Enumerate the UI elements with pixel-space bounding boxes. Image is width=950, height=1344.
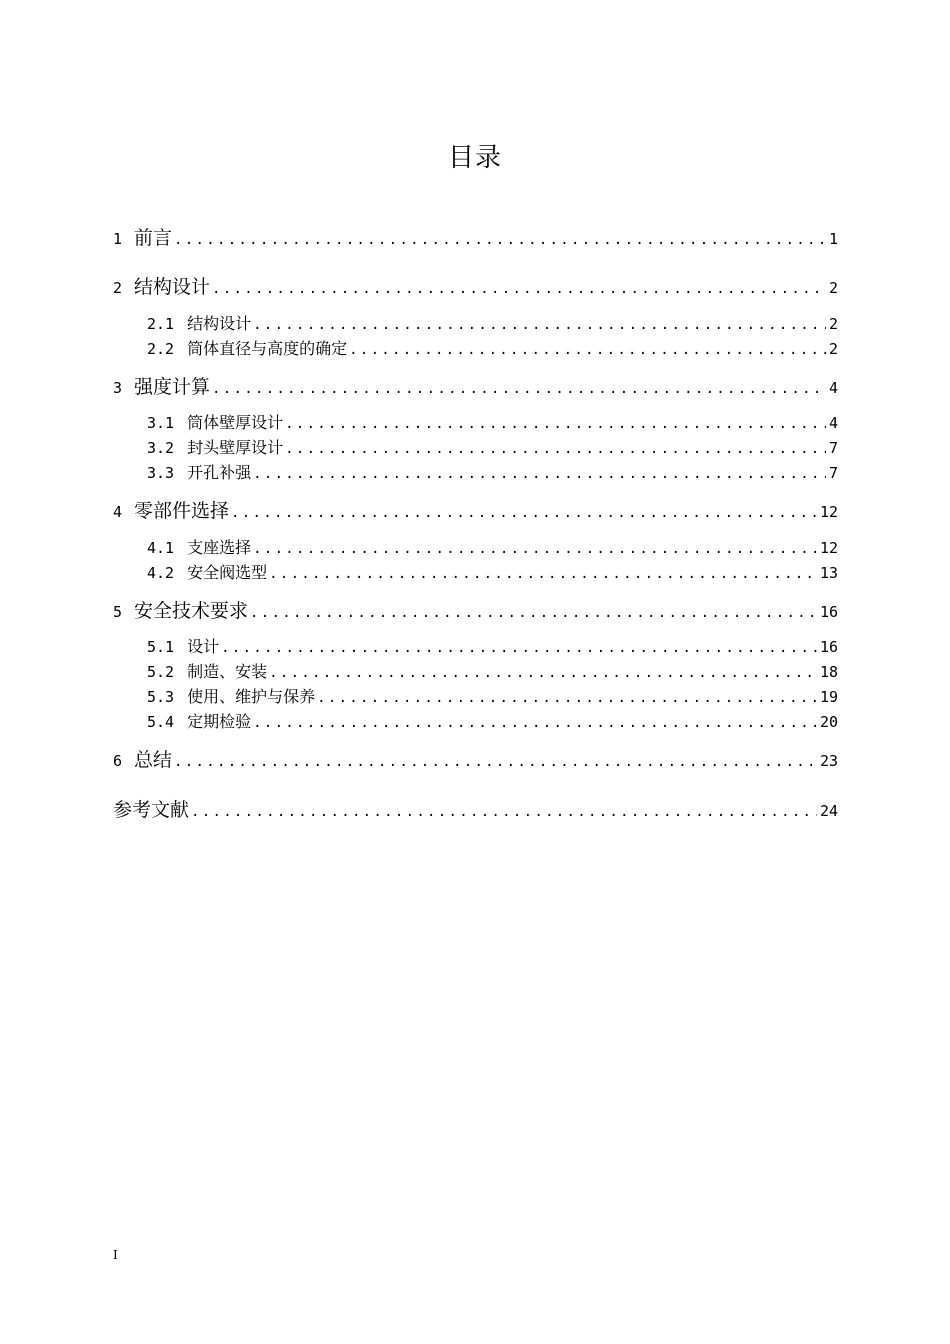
toc-number: 4.2 (147, 564, 175, 582)
toc-number: 5 (113, 603, 123, 621)
toc-label: 安全阀选型 (187, 563, 268, 582)
footer-page-number: I (113, 1248, 118, 1262)
dot-leader (349, 342, 826, 358)
toc-entry-3-3[interactable] (147, 460, 838, 483)
toc-label: 结构设计 (187, 314, 252, 333)
toc-label: 筒体壁厚设计 (187, 413, 284, 432)
dot-leader (221, 640, 817, 656)
toc-page-number: 18 (819, 663, 838, 681)
toc-page-number: 20 (819, 713, 838, 731)
toc-page-number: 7 (828, 439, 838, 457)
toc-page-number: 7 (828, 464, 838, 482)
toc-entry-4-2[interactable] (147, 560, 838, 583)
toc-label: 零部件选择 (134, 500, 230, 522)
toc-label: 安全技术要求 (134, 600, 249, 622)
dot-leader (212, 281, 826, 297)
dot-leader (269, 566, 817, 582)
toc-number: 3 (113, 379, 123, 397)
toc-entry-references[interactable] (113, 795, 838, 822)
toc-entry-2-1[interactable] (147, 311, 838, 334)
dot-leader (253, 317, 826, 333)
toc-page-number: 2 (828, 340, 838, 358)
dot-leader (174, 232, 826, 248)
toc-entry-3-2[interactable] (147, 435, 838, 458)
toc-number: 6 (113, 752, 123, 770)
dot-leader (285, 416, 826, 432)
dot-leader (174, 754, 817, 770)
toc-page-number: 19 (819, 688, 838, 706)
toc-entry-5-2[interactable] (147, 659, 838, 682)
toc-entry-5-4[interactable] (147, 709, 838, 732)
toc-label: 结构设计 (134, 276, 211, 298)
dot-leader (231, 505, 817, 521)
toc-number: 2.2 (147, 340, 175, 358)
toc-entry-1[interactable] (113, 223, 838, 250)
toc-number: 2 (113, 279, 123, 297)
toc-entry-5-1[interactable] (147, 634, 838, 657)
toc-label: 支座选择 (187, 538, 252, 557)
toc-number: 4 (113, 503, 123, 521)
toc-page-number: 4 (828, 414, 838, 432)
toc-page-number: 2 (828, 279, 838, 297)
dot-leader (212, 381, 826, 397)
toc-label: 总结 (134, 749, 173, 771)
toc-entry-2-2[interactable] (147, 336, 838, 359)
toc-label: 设计 (187, 637, 220, 656)
toc-page-number: 4 (828, 379, 838, 397)
toc-number: 5.4 (147, 713, 175, 731)
toc-label: 制造、安装 (187, 662, 268, 681)
dot-leader (317, 690, 817, 706)
toc-number: 1 (113, 230, 123, 248)
toc-number: 2.1 (147, 315, 175, 333)
toc-number: 5.1 (147, 638, 175, 656)
toc-label: 使用、维护与保养 (187, 687, 316, 706)
toc-number: 5.2 (147, 663, 175, 681)
toc-number: 4.1 (147, 539, 175, 557)
toc-page-number: 12 (819, 539, 838, 557)
toc-entry-4-1[interactable] (147, 535, 838, 558)
toc-page-number: 1 (828, 230, 838, 248)
toc-page-number: 2 (828, 315, 838, 333)
dot-leader (250, 605, 817, 621)
toc-label: 强度计算 (134, 376, 211, 398)
toc-label: 参考文献 (113, 799, 190, 821)
toc-entry-5[interactable] (113, 596, 838, 623)
dot-leader (269, 665, 817, 681)
toc-entry-3[interactable] (113, 372, 838, 399)
toc-label: 封头壁厚设计 (187, 438, 284, 457)
page-title: 目录 (447, 143, 502, 173)
toc-number: 3.2 (147, 439, 175, 457)
toc-page-number: 16 (819, 638, 838, 656)
toc-label: 定期检验 (187, 712, 252, 731)
toc-label: 开孔补强 (187, 463, 252, 482)
toc-page-number: 16 (819, 603, 838, 621)
toc-page-number: 13 (819, 564, 838, 582)
toc-number: 5.3 (147, 688, 175, 706)
toc-entry-5-3[interactable] (147, 684, 838, 707)
toc-label: 筒体直径与高度的确定 (187, 339, 348, 358)
toc-entry-6[interactable] (113, 745, 838, 772)
dot-leader (253, 715, 817, 731)
toc-entry-3-1[interactable] (147, 410, 838, 433)
toc-number: 3.1 (147, 414, 175, 432)
dot-leader (253, 541, 817, 557)
toc-entry-4[interactable] (113, 496, 838, 523)
dot-leader (285, 441, 826, 457)
toc-number: 3.3 (147, 464, 175, 482)
toc-page-number: 12 (819, 503, 838, 521)
dot-leader (253, 466, 826, 482)
dot-leader (191, 804, 817, 820)
toc-page-number: 24 (819, 802, 838, 820)
toc-entry-2[interactable] (113, 272, 838, 299)
toc-page-number: 23 (819, 752, 838, 770)
toc-label: 前言 (134, 227, 173, 249)
